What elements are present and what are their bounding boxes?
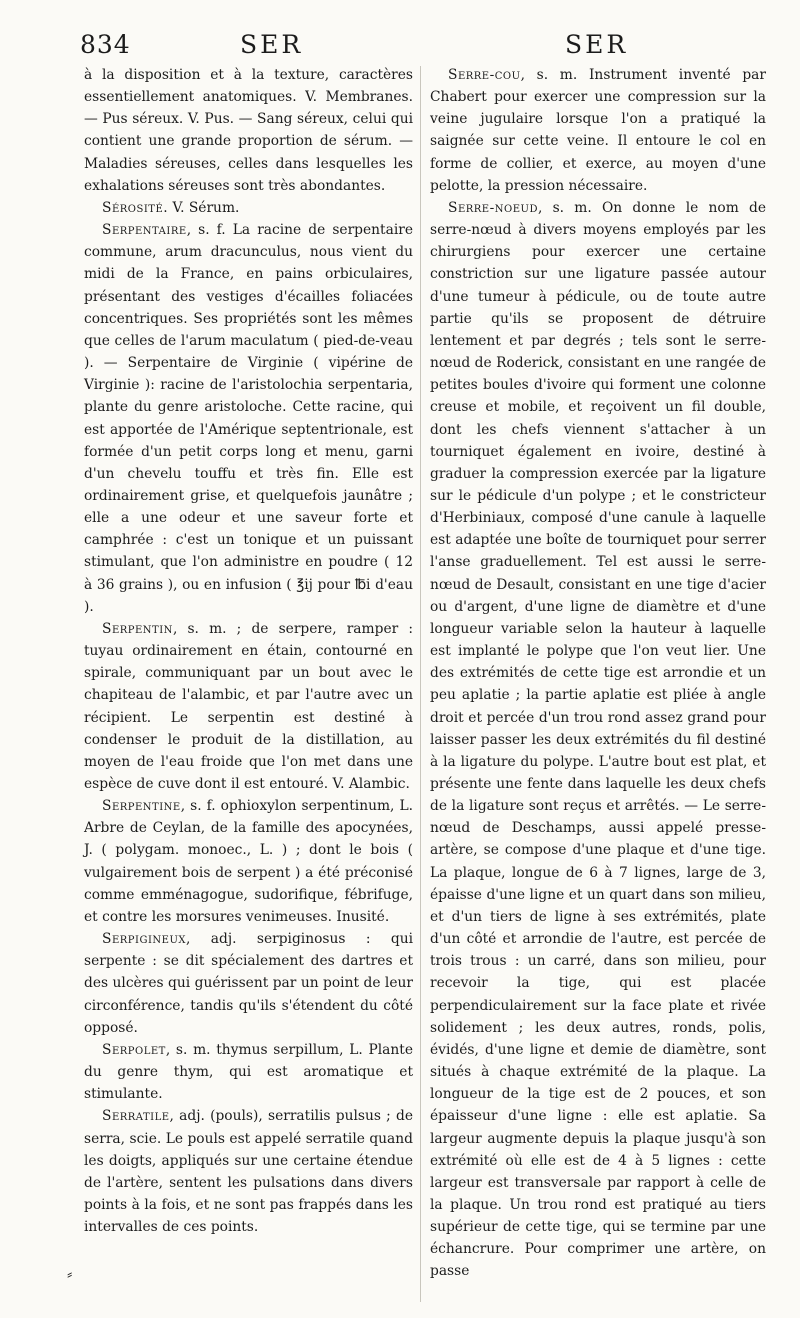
entry-definition: , s. m. ; de serpere, ramper : tuyau ordinairement en étain, contourné en spirale, communiquant par un bout avec le chapiteau de l'alambic, et par l'autre avec un récipient. Le serpentin est destiné à condenser le produit de la distillation, au moyen de l'eau froide que l'on met dans une espèce de cuve dont il est entouré. V. Alambic. (84, 620, 413, 792)
dictionary-entry (430, 64, 766, 197)
entry-definition: , s. m. thymus serpillum, L. Plante du genre thym, qui est aromatique et stimulante. (84, 1041, 413, 1103)
entry-headword: Serre-noeud (448, 199, 538, 216)
dictionary-entry (84, 197, 413, 219)
running-head-left: SER (240, 30, 304, 59)
page-number: 834 (80, 30, 131, 59)
dictionary-entry (430, 197, 766, 1283)
dictionary-entry (84, 795, 413, 928)
dictionary-entry (84, 928, 413, 1039)
entry-headword: Serpolet (102, 1041, 166, 1058)
dictionary-entry (84, 1105, 413, 1238)
margin-mark: ⸗ (67, 1264, 73, 1283)
continuation-text: à la disposition et à la texture, caractères essentiellement anatomiques. V. Membranes. — Pus séreux. V. Pus. — Sang séreux, celui qui contient une grande proportion de sérum. — Maladies séreuses, celles dans lesquelles les exhalations séreuses sont très abondantes. (84, 67, 413, 194)
left-column (84, 64, 413, 1238)
entry-headword: Serpentin (102, 620, 173, 637)
dictionary-entry (84, 1039, 413, 1105)
right-column (430, 64, 766, 1283)
entry-definition: , s. f. ophioxylon serpentinum, L. Arbre de Ceylan, de la famille des apocynées, J. ( polygam. monoec., L. ) ; dont le bois ( vulgairement bois de serpent ) a été préconisé comme emménagogue, sudorifique, fébrifuge, et contre les morsures venimeuses. Inusité. (84, 798, 413, 925)
running-head-right: SER (565, 30, 629, 59)
entry-definition: V. Sérum. (168, 199, 240, 216)
entry-headword: Sérosité. (102, 199, 169, 216)
entry-headword: Serpigineux (102, 931, 186, 948)
entry-headword: Serpentine (102, 798, 181, 815)
dictionary-entry (84, 219, 413, 618)
entry-definition: , s. f. La racine de serpentaire commune, arum dracunculus, nous vient du midi de la France, en pains orbiculaires, présentant des vestiges d'écailles foliacées concentriques. Ses propriétés sont les mêmes que celles de l'arum maculatum ( pied-de-veau ). — Serpentaire de Virginie ( vipérine de Virginie ): racine de l'aristolochia serpentaria, plante du genre aristoloche. Cette racine, qui est apportée de l'Amérique septentrionale, est formée d'un petit corps long et menu, garni d'un chevelu touffu et très fin. Elle est ordinairement grise, et quelquefois jaunâtre ; elle a une odeur et une saveur forte et camphrée : c'est un tonique et un puissant stimulant, que l'on administre en poudre ( 12 à 36 grains ), ou en infusion ( ℥ij pour ℔i d'eau ). (84, 222, 413, 615)
column-divider (420, 66, 421, 1302)
dictionary-entry (84, 618, 413, 795)
entry-definition: , s. m. Instrument inventé par Chabert pour exercer une compression sur la veine jugulaire lorsque l'on a pratiqué la saignée sur cette veine. Il entoure le col en forme de collier, et exerce, au moyen d'une pelotte, la pression nécessaire. (430, 67, 766, 194)
entry-definition: , adj. (pouls), serratilis pulsus ; de serra, scie. Le pouls est appelé serratile quand les doigts, appliqués sur une certaine étendue de l'artère, sentent les pulsations dans divers points à la fois, et ne sont pas frappés dans les intervalles de ces points. (84, 1108, 413, 1236)
entry-definition: , adj. serpiginosus : qui serpente : se dit spécialement des dartres et des ulcères qui guérissent par un point de leur circonférence, tandis qu'ils s'étendent du côté opposé. (84, 931, 413, 1036)
entry-headword: Serratile (102, 1108, 170, 1125)
entry-definition: , s. m. On donne le nom de serre-nœud à divers moyens employés par les chirurgiens pour exercer une certaine constriction sur une ligature passée autour d'une tumeur à pédicule, ou de toute autre partie qu'ils se proposent de détruire lentement et par degrés ; tels sont le serre-nœud de Roderick, consistant en une rangée de petites boules d'ivoire qui forment une colonne creuse et mobile, et reçoivent un fil double, dont les chefs viennent s'attacher à un tourniquet également en ivoire, destiné à graduer la compression exercée par la ligature sur le pédicule d'un polype ; et le constricteur d'Herbiniaux, composé d'une canule à laquelle est adaptée une boîte de tourniquet pour serrer l'anse graduellement. Tel est aussi le serre-nœud de Desault, consistant en une tige d'acier ou d'argent, d'une ligne de diamètre et d'une longueur variable selon la hauteur à laquelle est implanté le polype que l'on veut lier. Une des extrémités de cette tige est arrondie et un peu aplatie ; la partie aplatie est pliée à angle droit et percée d'un trou rond assez grand pour laisser passer les deux extrémités du fil destiné à la ligature du polype. L'autre bout est plat, et présente une fente dans laquelle les deux chefs de la ligature sont reçus et arrêtés. — Le serre-nœud de Deschamps, aussi appelé presse-artère, se compose d'une plaque et d'une tige. La plaque, longue de 6 à 7 lignes, large de 3, épaisse d'une ligne et un quart dans son milieu, et d'un tiers de ligne à ses extrémités, plate d'un côté et arrondie de l'autre, est percée de trois trous : un carré, dans son milieu, pour recevoir la tige, qui est placée perpendiculairement sur la face plate et rivée solidement ; les deux autres, ronds, polis, évidés, d'une ligne et demie de diamètre, sont situés à chaque extrémité de la plaque. La longueur de la tige est de 2 pouces, et son épaisseur d'une ligne : elle est aplatie. Sa largeur augmente depuis la plaque jusqu'à son extrémité où elle est de 4 à 5 lignes : cette largeur est transversale par rapport à celle de la plaque. Un trou rond est pratiqué au tiers supérieur de cette tige, qui se termine par une échancrure. Pour comprimer une artère, on passe (430, 199, 766, 1280)
entry-headword: Serpentaire (102, 222, 187, 239)
entry-headword: Serre-cou (448, 67, 521, 83)
